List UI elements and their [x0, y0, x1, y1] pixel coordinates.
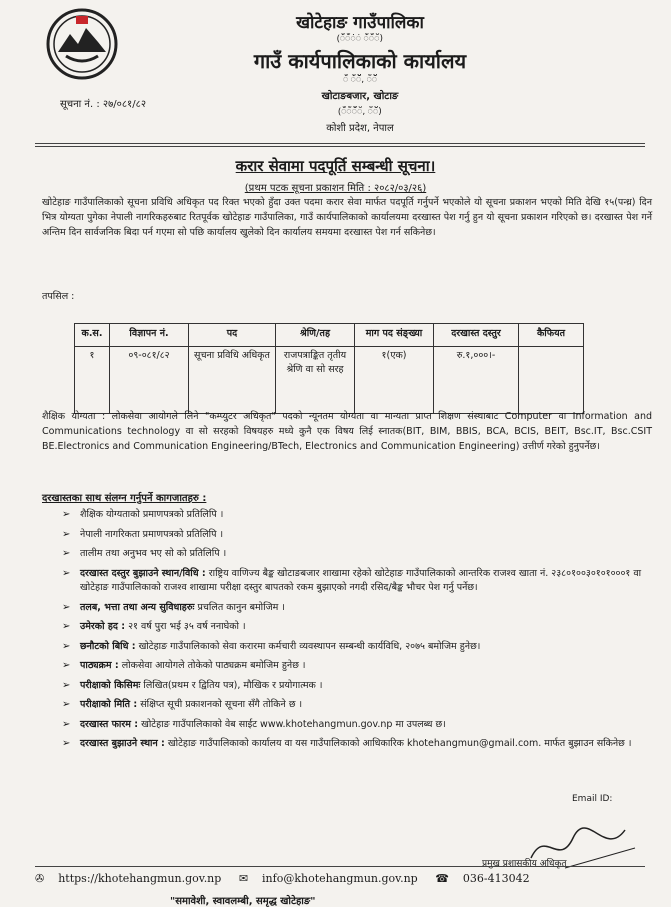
footer	[35, 872, 635, 885]
email-id-label: Email ID:	[572, 794, 613, 804]
signatory-title: प्रमुख प्रशासकीय अधिकृत	[482, 859, 567, 869]
arrow-bullet-icon: ➢	[62, 718, 71, 730]
footer-email[interactable]: info@khotehangmun.gov.np	[262, 872, 418, 885]
mail-icon: ✉	[238, 872, 249, 885]
list-item: ➢ पाठ्यक्रम : लोकसेवा आयोगले तोकेको पाठ्यक्रम बमोजिम हुनेछ ।	[62, 659, 642, 674]
table-row	[75, 347, 584, 414]
qualification-paragraph: शैक्षिक योग्यता : लोकसेवा आयोगले लिने "कम्प्युटर अधिकृत" पदको न्यूनतम योग्यता वा मान्यता प्राप्त शिक्षण संस्थाबाट Computer वा Information and Communications technology वा सो सरहको विषयहरु मध्ये कुनै एक विषय लिई स्नातक(BIT, BIM, BBIS, BCA, BCIS, BEIT, Bsc.IT, Bsc.CSIT BE.Electronics and Communication Engineering/BTech, Electronics and Communication Engineering) उत्तीर्ण गरेको हुनुपर्नेछ।	[42, 411, 652, 452]
header-divider-2	[35, 146, 645, 147]
notice-title: करार सेवामा पदपूर्ति सम्बन्धी सूचना।	[235, 157, 436, 175]
website-globe-icon: ✇	[35, 872, 45, 885]
table-header: माग पद संङ्ख्या	[355, 324, 434, 347]
list-item: ➢ शैक्षिक योग्यताको प्रमाणपत्रको प्रतिलिपि ।	[62, 508, 642, 523]
government-emblem-icon	[46, 8, 118, 80]
office-executive-decor: ॅंं ॅंंॅॅॅॅ, ॅंॅॅॅ	[342, 75, 378, 85]
signature-stamp-icon	[525, 818, 645, 878]
table-cell	[519, 347, 584, 414]
details-label: तपसिल :	[42, 291, 75, 302]
arrow-bullet-icon: ➢	[62, 660, 71, 671]
list-item: ➢ नेपाली नागरिकता प्रमाणपत्रको प्रतिलिपि ।	[62, 528, 642, 543]
arrow-bullet-icon: ➢	[62, 528, 71, 540]
table-cell: ०९-०८१/८२	[110, 347, 189, 414]
arrow-bullet-icon: ➢	[62, 640, 71, 652]
office-address-decor: (ॅंंॅंॅॅंॅ, ॅंॅॅ)	[338, 107, 382, 117]
table-cell: सूचना प्रविधि अधिकृत	[189, 347, 276, 414]
office-address: खोटाङबजार, खोटाङ	[321, 91, 399, 102]
office-name-executive: गाउँ कार्यपालिकाको कार्यालय	[253, 49, 467, 73]
arrow-bullet-icon: ➢	[62, 601, 71, 613]
table-header: क.स.	[75, 324, 110, 347]
arrow-bullet-icon: ➢	[62, 621, 71, 632]
footer-website[interactable]: https://khotehangmun.gov.np	[58, 872, 222, 885]
list-item: ➢ उमेरको हद : २१ वर्ष पुरा भई ३५ वर्ष ननाघेको ।	[62, 620, 642, 635]
arrow-bullet-icon: ➢	[62, 699, 71, 710]
vacancy-table	[74, 323, 584, 414]
table-cell: १(एक)	[355, 347, 434, 414]
list-item: ➢ दरखास्त फारम : खोटेहाङ गाउँपालिकाको वेब साईट www.khotehangmun.gov.np मा उपलब्ध छ।	[62, 718, 642, 733]
arrow-bullet-icon: ➢	[62, 567, 71, 579]
requirements-heading: दरखास्तका साथ संलग्न गर्नुपर्ने कागजातहरु :	[42, 493, 207, 504]
list-item: ➢ परीक्षाको किसिमः लिखित(प्रथम र द्वितिय पत्र), मौखिक र प्रयोगात्मक ।	[62, 679, 642, 694]
arrow-bullet-icon: ➢	[62, 738, 71, 749]
office-name-municipality: खोटेहाङ गाउँपालिका	[296, 13, 424, 33]
table-header: कैफियत	[519, 324, 584, 347]
list-item: ➢ दरखास्त दस्तुर बुझाउने स्थान/विधि : राष्ट्रिय वाणिज्य बैङ्क खोटाङबजार शाखामा रहेको खोटेहाङ गाउँपालिकाको आन्तरिक राजश्व खाता नं. २३८०१००३०१०१०००१ वा खोटेहाङ गाउँपालिकाको राजश्व शाखामा परीक्षा दस्तुर बापतको रकम बुझाएको नगदी रसिद/बैङ्क भौचर पेश गर्नु पर्नेछ।	[62, 567, 642, 593]
phone-icon: ☎	[435, 872, 449, 885]
list-item: ➢ छनौटको बिधि : खोटेहाङ गाउँपालिकाको सेवा करारमा कर्मचारी व्यवस्थापन सम्बन्धी कार्यविधि, २०७५ बमोजिम हुनेछ।	[62, 640, 642, 655]
intro-paragraph: खोटेहाङ गाउँपालिकाको सूचना प्रविधि अधिकृत पद रिक्त भएको हुँदा उक्त पदमा करार सेवा मार्फत पदपूर्ति गर्नुपर्ने भएकोले यो सूचना प्रकाशन भएको मिति देखि १५(पन्ध्र) दिन भित्र योग्यता पुगेका नेपाली नागरिकहरुबाट रितपूर्वक खोटेहाङ गाउँपालिका, गाउँ कार्यपालिकाको कार्यालयमा दरखास्त पेश गर्नु हुन यो सूचना प्रकाशन गरिएको छ। दरखास्त पेश गर्ने अन्तिम दिन सार्वजनिक बिदा पर्न गएमा सो पछि कार्यालय खुलेको दिन कार्यालय समयमा दरखास्त पेश गर्न सकिनेछ।	[42, 197, 652, 238]
table-cell: १	[75, 347, 110, 414]
table-header: दरखास्त दस्तुर	[434, 324, 519, 347]
arrow-bullet-icon: ➢	[62, 509, 71, 520]
table-header: पद	[189, 324, 276, 347]
arrow-bullet-icon: ➢	[62, 679, 71, 691]
table-cell: राजपत्राङ्कित तृतीय श्रेणि वा सो सरह	[276, 347, 355, 414]
requirements-list	[62, 508, 642, 757]
arrow-bullet-icon: ➢	[62, 548, 71, 559]
table-header: विज्ञापन नं.	[110, 324, 189, 347]
header-divider	[35, 143, 645, 144]
list-item: ➢ तलब, भत्ता तथा अन्य सुविधाहरुः प्रचलित कानुन बमोजिम ।	[62, 601, 642, 616]
office-name-decor: (ॅंंॅंंंंं ॅंंॅंंॅ)	[337, 34, 383, 44]
list-item: ➢ तालीम तथा अनुभव भए सो को प्रतिलिपि ।	[62, 547, 642, 562]
list-item: ➢ दरखास्त बुझाउने स्थान : खोटेहाङ गाउँपालिकाको कार्यालय वा यस गाउँपालिकाको आधिकारिक khotehangmun@gmail.com. मार्फत बुझाउन सकिनेछ ।	[62, 737, 642, 752]
notice-number: सूचना नं. : २७/०८१/८२	[60, 99, 147, 110]
table-header-row	[75, 324, 584, 347]
list-item: ➢ परीक्षाको मिति : संक्षिप्त सूची प्रकाशनको सूचना सँगै तोकिने छ ।	[62, 698, 642, 713]
office-province: कोशी प्रदेश, नेपाल	[326, 123, 394, 134]
table-cell: रु.१,०००।-	[434, 347, 519, 414]
notice-subtitle: (प्रथम पटक सूचना प्रकाशन मिति : २०८२/०३/२६)	[244, 183, 427, 194]
footer-divider	[35, 866, 645, 867]
table-header: श्रेणि/तह	[276, 324, 355, 347]
footer-phone: 036-413042	[462, 872, 530, 885]
footer-slogan: "समावेशी, स्वावलम्बी, समृद्ध खोटेहाङ"	[170, 896, 316, 907]
